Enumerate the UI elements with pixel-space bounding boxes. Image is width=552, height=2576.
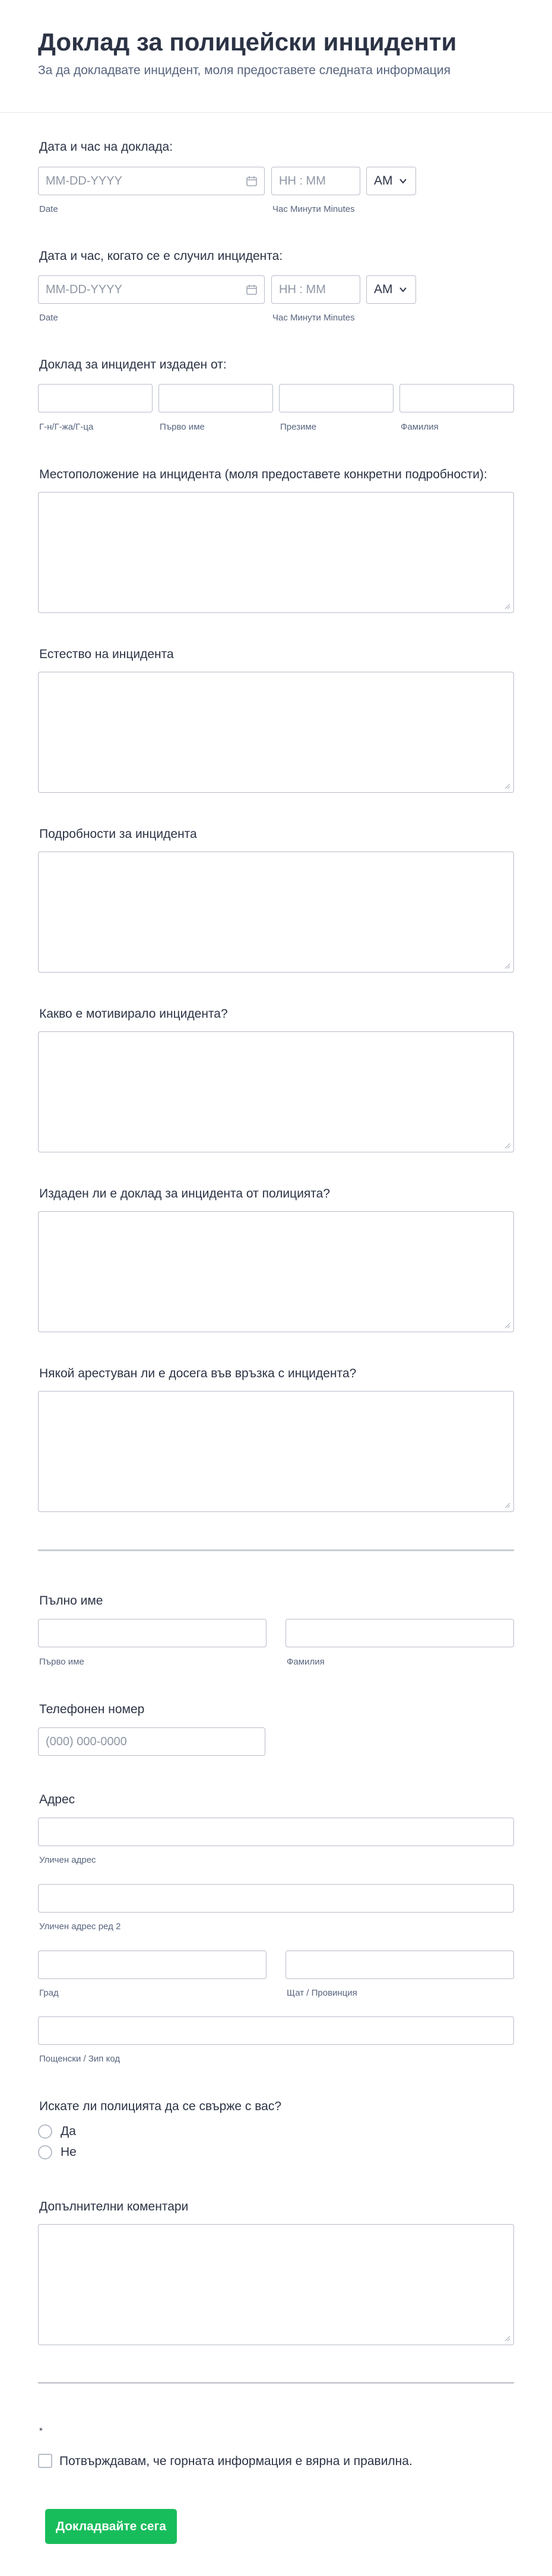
incident-datetime-label: Дата и час, когато се е случил инцидента:	[39, 249, 283, 263]
resize-handle-icon[interactable]	[505, 963, 510, 969]
first-name-sublabel: Първо име	[160, 422, 205, 432]
resize-handle-icon[interactable]	[505, 1143, 510, 1149]
street2-input[interactable]	[38, 1884, 514, 1913]
full-name-label: Пълно име	[39, 1594, 103, 1608]
middle-name-sublabel: Презиме	[280, 422, 317, 432]
arrest-textarea[interactable]	[38, 1391, 514, 1512]
first-name-input[interactable]	[158, 384, 273, 412]
radio-label-yes: Да	[61, 2124, 76, 2138]
state-sublabel: Щат / Провинция	[287, 1988, 357, 1998]
city-sublabel: Град	[39, 1988, 59, 1998]
report-ampm-select[interactable]	[366, 167, 416, 195]
confirm-text: Потвърждавам, че горната информация е вярна и правилна.	[59, 2454, 413, 2468]
street2-sublabel: Уличен адрес ред 2	[39, 1921, 121, 1932]
report-date-input[interactable]	[38, 167, 265, 195]
prefix-sublabel: Г-н/Г-жа/Г-ца	[39, 422, 94, 432]
location-label: Местоположение на инцидента (моля предоставете конкретни подробности):	[39, 468, 487, 481]
report-date-sublabel: Date	[39, 204, 58, 214]
details-label: Подробности за инцидента	[39, 827, 197, 841]
state-input[interactable]	[285, 1951, 514, 1979]
nature-textarea[interactable]	[38, 672, 514, 793]
phone-label: Телефонен номер	[39, 1702, 145, 1716]
contact-question-label: Искате ли полицията да се свърже с вас?	[39, 2099, 281, 2113]
incident-time-sublabel: Час Минути Minutes	[272, 313, 355, 323]
incident-date-sublabel: Date	[39, 313, 58, 323]
contact-first-name-input[interactable]	[38, 1619, 267, 1647]
comments-label: Допълнителни коментари	[39, 2200, 189, 2213]
incident-ampm-select[interactable]	[366, 275, 416, 304]
details-textarea[interactable]	[38, 852, 514, 973]
middle-name-input[interactable]	[279, 384, 394, 412]
calendar-icon[interactable]	[246, 175, 258, 187]
zip-input[interactable]	[38, 2016, 514, 2045]
report-datetime-label: Дата и час на доклада:	[39, 140, 173, 154]
resize-handle-icon[interactable]	[505, 603, 510, 609]
phone-input[interactable]	[38, 1727, 265, 1756]
contact-last-name-input[interactable]	[285, 1619, 514, 1647]
location-textarea[interactable]	[38, 492, 514, 613]
contact-first-name-sublabel: Първо име	[39, 1657, 84, 1667]
report-ampm-value: AM	[374, 174, 393, 188]
resize-handle-icon[interactable]	[505, 2336, 510, 2342]
chevron-down-icon	[399, 177, 407, 185]
confirm-checkbox[interactable]	[38, 2454, 52, 2468]
police-report-textarea[interactable]	[38, 1211, 514, 1332]
street-sublabel: Уличен адрес	[39, 1855, 96, 1865]
resize-handle-icon[interactable]	[505, 783, 510, 789]
city-input[interactable]	[38, 1951, 267, 1979]
zip-sublabel: Пощенски / Зип код	[39, 2054, 120, 2064]
section-divider	[38, 1549, 514, 1551]
last-name-sublabel: Фамилия	[401, 422, 439, 432]
issued-by-label: Доклад за инцидент издаден от:	[39, 358, 227, 371]
motive-textarea[interactable]	[38, 1031, 514, 1152]
contact-last-name-sublabel: Фамилия	[287, 1657, 325, 1667]
radio-label-no: Не	[61, 2145, 77, 2159]
report-time-input[interactable]	[271, 167, 360, 195]
prefix-input[interactable]	[38, 384, 153, 412]
comments-textarea[interactable]	[38, 2224, 514, 2345]
radio-option-no[interactable]	[38, 2145, 77, 2159]
incident-ampm-value: AM	[374, 282, 393, 296]
radio-button[interactable]	[38, 2145, 52, 2159]
resize-handle-icon[interactable]	[505, 1323, 510, 1329]
report-time-sublabel: Час Минути Minutes	[272, 204, 355, 214]
form-header	[0, 0, 552, 113]
last-name-input[interactable]	[399, 384, 514, 412]
submit-button[interactable]: Докладвайте сега	[45, 2509, 177, 2544]
chevron-down-icon	[399, 285, 407, 294]
page-title: Доклад за полицейски инциденти	[38, 28, 457, 56]
radio-button[interactable]	[38, 2124, 52, 2139]
nature-label: Естество на инцидента	[39, 647, 174, 661]
required-mark: *	[39, 2426, 43, 2436]
resize-handle-icon[interactable]	[505, 1503, 510, 1508]
motive-label: Какво е мотивирало инцидента?	[39, 1007, 228, 1021]
address-label: Адрес	[39, 1793, 75, 1806]
arrest-label: Някой арестуван ли е досега във връзка с инцидента?	[39, 1367, 357, 1380]
incident-date-input[interactable]	[38, 275, 265, 304]
section-divider	[38, 2382, 514, 2384]
street-input[interactable]	[38, 1818, 514, 1846]
incident-time-input[interactable]	[271, 275, 360, 304]
calendar-icon[interactable]	[246, 284, 258, 296]
police-report-label: Издаден ли е доклад за инцидента от полицията?	[39, 1187, 331, 1200]
radio-option-yes[interactable]	[38, 2124, 76, 2139]
page-subtitle: За да докладвате инцидент, моля предоставете следната информация	[38, 63, 451, 77]
